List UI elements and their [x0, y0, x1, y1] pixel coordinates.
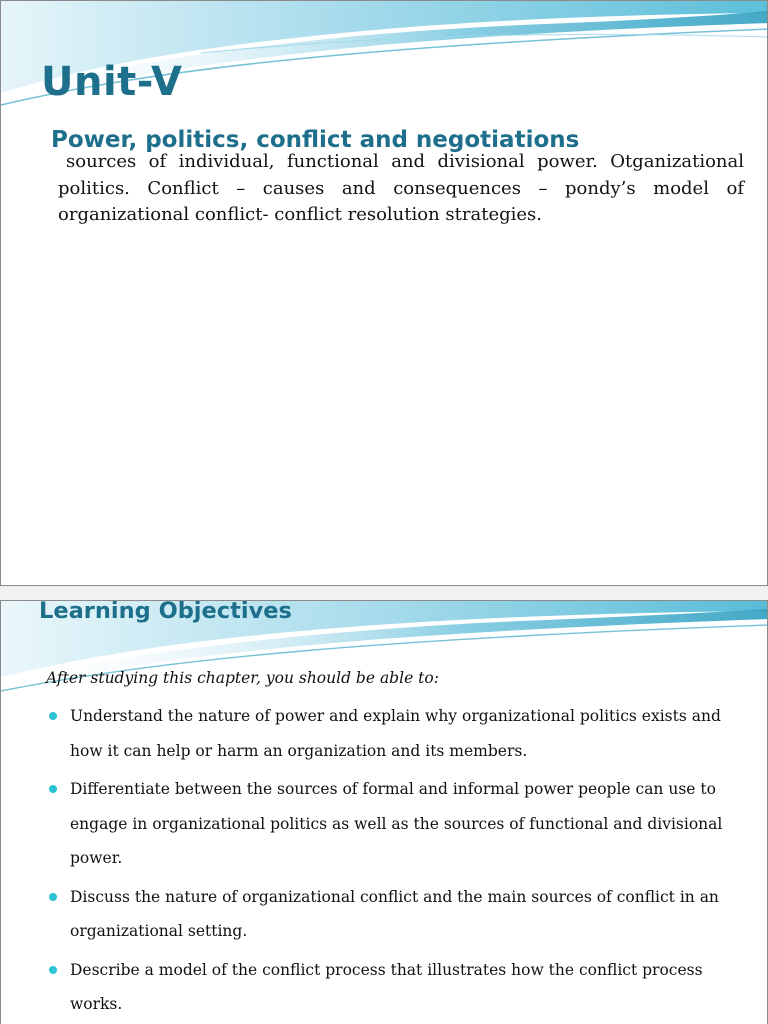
- slide-learning-objectives: [0, 600, 768, 1024]
- list-item: [47, 699, 747, 768]
- bullet-dot-icon: [49, 785, 57, 793]
- objective-text: Describe a model of the conflict process that illustrates how the conflict process works.: [70, 960, 703, 1013]
- unit-title: Unit-V: [41, 59, 183, 105]
- list-item: [47, 772, 747, 876]
- objective-text: Discuss the nature of organizational conflict and the main sources of conflict in an organizational setting.: [70, 887, 719, 940]
- list-item: [47, 953, 747, 1022]
- objectives-list: [47, 699, 747, 1024]
- list-item: [47, 880, 747, 949]
- learning-objectives-title: Learning Objectives: [39, 600, 292, 624]
- objective-text: Understand the nature of power and explain why organizational politics exists and how it can help or harm an organization and its members.: [70, 707, 721, 760]
- bullet-dot-icon: [49, 712, 57, 720]
- unit-subtitle: Power, politics, conflict and negotiations: [51, 127, 580, 153]
- bullet-dot-icon: [49, 893, 57, 901]
- objective-text: Differentiate between the sources of formal and informal power people can use to engage in organizational politics as well as the sources of functional and divisional power.: [70, 780, 723, 867]
- bullet-dot-icon: [49, 966, 57, 974]
- unit-syllabus-text: sources of individual, functional and divisional power. Otganizational politics. Conflict – causes and consequences – pondy’s model of organizational conflict- conflict resolution strategies.: [58, 151, 744, 225]
- objectives-intro: After studying this chapter, you should be able to:: [46, 669, 439, 687]
